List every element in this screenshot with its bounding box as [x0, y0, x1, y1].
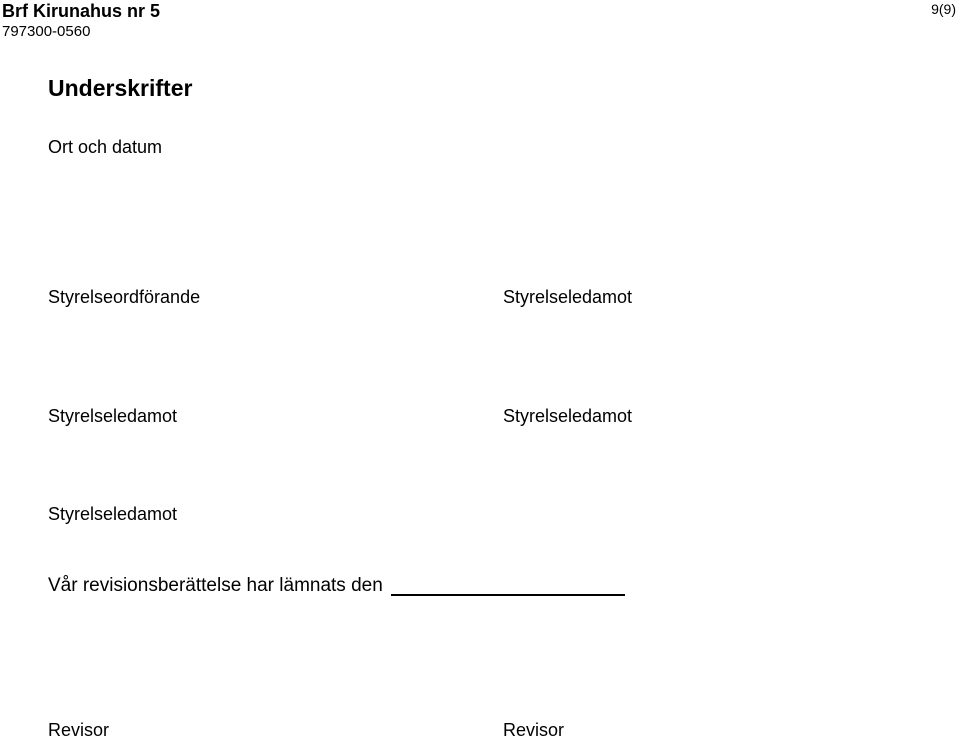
board-member-signature-label: Styrelseledamot	[48, 504, 178, 524]
audit-statement	[48, 574, 625, 598]
organization-name: Brf Kirunahus nr 5	[2, 1, 161, 21]
audit-statement-text: Vår revisionsberättelse har lämnats den	[48, 575, 383, 596]
section-title: Underskrifter	[48, 75, 193, 101]
auditor-signature-label: Revisor	[48, 720, 110, 740]
board-member-signature-label: Styrelseledamot	[503, 287, 633, 307]
organization-number: 797300-0560	[2, 23, 91, 40]
audit-date-line	[391, 574, 625, 596]
board-member-signature-label: Styrelseledamot	[503, 406, 633, 426]
board-member-signature-label: Styrelseledamot	[48, 406, 178, 426]
chair-signature-label: Styrelseordförande	[48, 287, 201, 307]
place-date-label: Ort och datum	[48, 137, 163, 157]
page-number: 9(9)	[931, 1, 956, 17]
auditor-signature-label: Revisor	[503, 720, 565, 740]
